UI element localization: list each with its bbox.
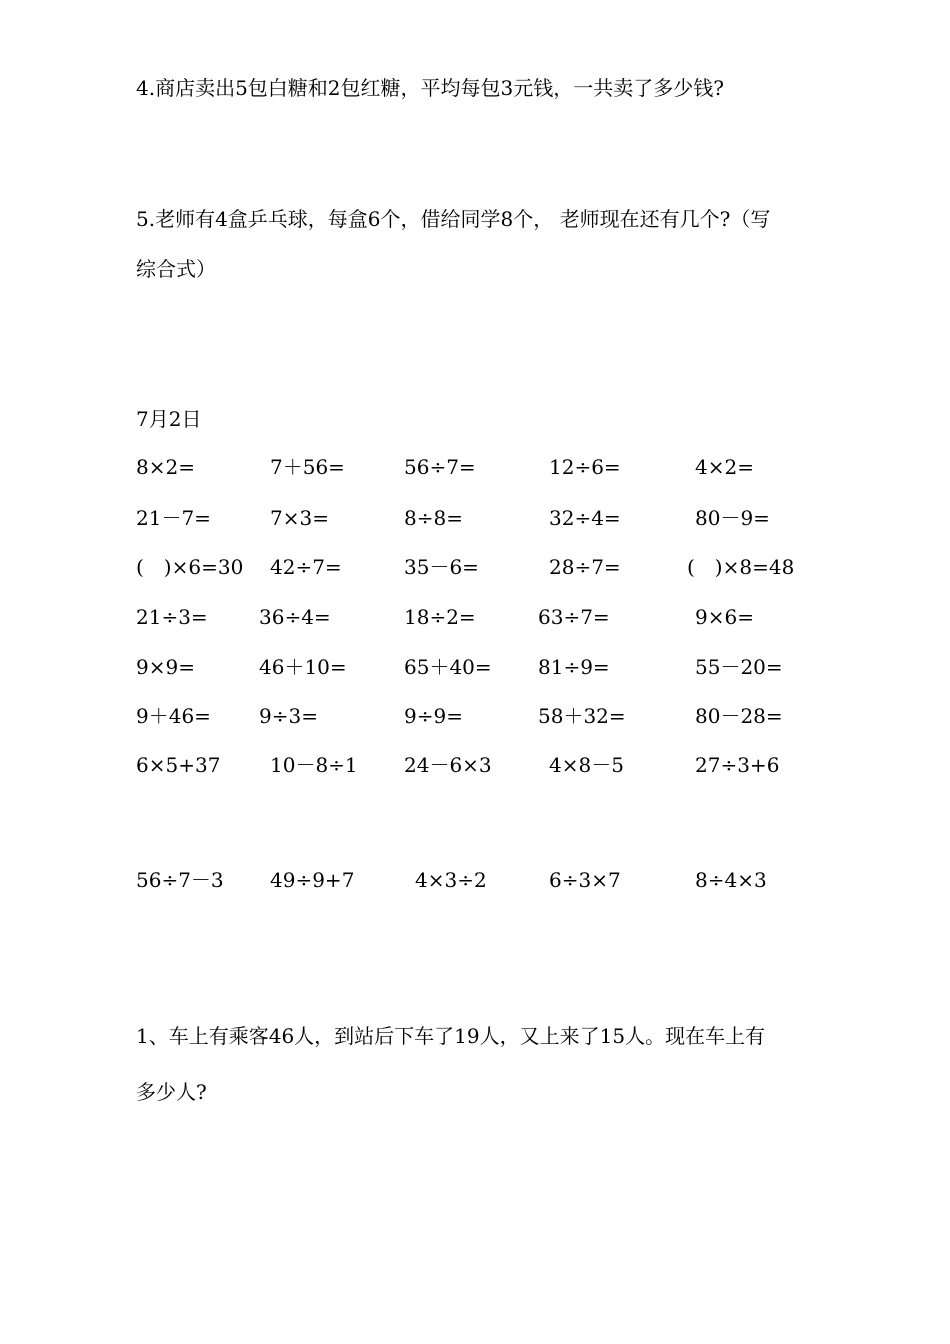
- exercise-item: 32÷4=: [549, 506, 621, 530]
- exercise-item: 58＋32=: [538, 704, 626, 728]
- exercise-item: 9÷9=: [404, 704, 463, 728]
- word-problem-5-line2: 综合式）: [136, 257, 216, 281]
- exercise-item: 9＋46=: [136, 704, 211, 728]
- exercise-row: [0, 655, 950, 679]
- exercise-row: [0, 753, 950, 777]
- exercise-item: 9÷3=: [259, 704, 318, 728]
- exercise-item: 7＋56=: [270, 455, 345, 479]
- exercise-item: 8÷8=: [404, 506, 463, 530]
- exercise-item: ( )×6=30: [136, 555, 244, 579]
- exercise-item: 80－28=: [695, 704, 783, 728]
- word-problem-1-line1: 1、车上有乘客46人，到站后下车了19人，又上来了15人。现在车上有: [136, 1024, 766, 1048]
- exercise-item: 10－8÷1: [270, 753, 358, 777]
- exercise-item: 7×3=: [270, 506, 329, 530]
- exercise-item: 9×9=: [136, 655, 195, 679]
- exercise-item: 8÷4×3: [695, 868, 767, 892]
- exercise-item: 56÷7=: [404, 455, 476, 479]
- exercise-row: [0, 506, 950, 530]
- exercise-row: [0, 605, 950, 629]
- exercise-item: 4×8－5: [549, 753, 624, 777]
- exercise-item: 4×3÷2: [415, 868, 487, 892]
- exercise-item: 55－20=: [695, 655, 783, 679]
- exercise-item: 42÷7=: [270, 555, 342, 579]
- exercise-item: 18÷2=: [404, 605, 476, 629]
- exercise-item: 9×6=: [695, 605, 754, 629]
- exercise-item: 63÷7=: [538, 605, 610, 629]
- exercise-item: 8×2=: [136, 455, 195, 479]
- word-problem-4: 4.商店卖出5包白糖和2包红糖，平均每包3元钱，一共卖了多少钱?: [136, 76, 724, 100]
- exercise-item: ( )×8=48: [687, 555, 795, 579]
- exercise-item: 6×5+37: [136, 753, 221, 777]
- exercise-item: 27÷3+6: [695, 753, 780, 777]
- exercise-item: 49÷9+7: [270, 868, 355, 892]
- word-problem-5-line1: 5.老师有4盒乒乓球，每盒6个，借给同学8个， 老师现在还有几个?（写: [136, 207, 771, 231]
- exercise-item: 65＋40=: [404, 655, 492, 679]
- exercise-item: 28÷7=: [549, 555, 621, 579]
- word-problem-1-line2: 多少人?: [136, 1080, 207, 1104]
- exercise-item: 35－6=: [404, 555, 479, 579]
- exercise-row: [0, 455, 950, 479]
- exercise-row: [0, 555, 950, 579]
- exercise-item: 21÷3=: [136, 605, 208, 629]
- exercise-item: 46＋10=: [259, 655, 347, 679]
- exercise-row: [0, 704, 950, 728]
- exercise-item: 12÷6=: [549, 455, 621, 479]
- exercise-item: 4×2=: [695, 455, 754, 479]
- exercise-item: 36÷4=: [259, 605, 331, 629]
- exercise-item: 6÷3×7: [549, 868, 621, 892]
- date-heading: 7月2日: [136, 407, 202, 431]
- exercise-row: [0, 868, 950, 892]
- exercise-item: 21－7=: [136, 506, 211, 530]
- exercise-item: 56÷7－3: [136, 868, 224, 892]
- exercise-item: 80－9=: [695, 506, 770, 530]
- exercise-item: 24－6×3: [404, 753, 492, 777]
- exercise-item: 81÷9=: [538, 655, 610, 679]
